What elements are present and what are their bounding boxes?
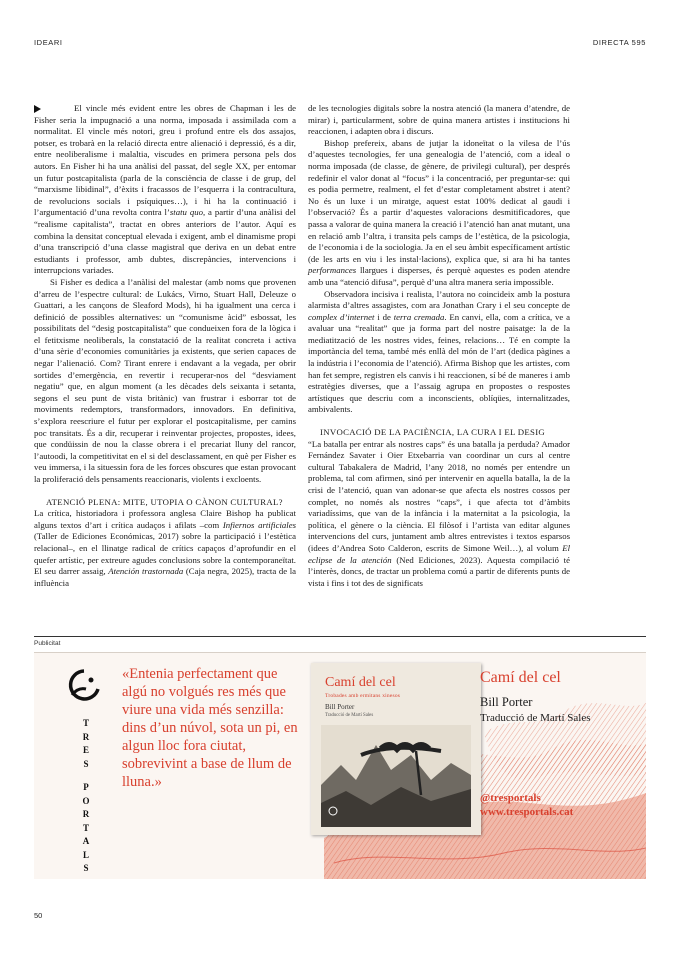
ad-book-title: Camí del cel xyxy=(480,669,561,686)
paragraph-text: Observadora incisiva i realista, l’autora no coincideix amb la postura alarmista d’altres assagistes, com ara Jonathan Crary i el seu concepte de xyxy=(308,288,570,311)
paragraph-text: El vincle més evident entre les obres de Chapman i les de Fisher seria la impugnació a una norma, imposada i assimilada com a normalitat. El vincle més notori, greu i profund entre els dos assajos, potser, es trobarà en la relació directa entre alienació i depressió, és a dir, entre neoliberalisme i malaltia, viscudes en primera persona pels dos autors. En Fisher hi ha una anàlisi del passat, del segle XX, per entomar un futur postcapitalista (parla de la consciència de classe i de grup, del “marxisme libidinal”, d’èxits i fracassos de l’esquerra i la contracultura, de revolucions socials i psíquiques…), i hi ha la continuació i l’argumentació d’una revolta contra l’ xyxy=(34,103,296,218)
pine-tree-mountain-illustration xyxy=(321,725,471,827)
social-handle: @tresportals xyxy=(480,792,541,804)
ad-book-translator: Traducció de Martí Sales xyxy=(480,712,591,724)
article-column-left xyxy=(34,103,296,589)
paragraph-text: i de xyxy=(374,311,394,322)
book-cover-subtitle: Trobades amb ermitans xinesos xyxy=(325,693,401,699)
italic-term: terra cremada xyxy=(393,311,445,322)
article-paragraph: de les tecnologies digitals sobre la nostra atenció (la manera d’atendre, de mirar) i, particularment, sobre de quina manera artistes i institucions hi reaccionen, i adapten obra i discurs. xyxy=(308,103,570,137)
italic-term: statu quo xyxy=(169,207,203,218)
publisher-logo-wordmark: T R E S P O R T A L S xyxy=(82,718,90,873)
section-heading: ATENCIÓ PLENA: MITE, UTOPIA O CÀNON CULTURAL? xyxy=(46,496,283,507)
italic-term: performances xyxy=(308,265,357,276)
book-cover xyxy=(311,663,481,835)
article-paragraph xyxy=(34,103,296,277)
article-paragraph xyxy=(308,138,570,289)
article-paragraph xyxy=(308,289,570,417)
section-label: IDEARI xyxy=(34,38,63,47)
ad-contact xyxy=(480,791,573,819)
paragraph-text: (Ned Ediciones, 2023). Aquesta compilació té l’interès, doncs, de tractar un problema comú a partir de diferents punts de vista i fins i tot des de significats xyxy=(308,554,570,588)
book-title: Atención trastornada xyxy=(108,566,184,577)
section-heading: INVOCACIÓ DE LA PACIÈNCIA, LA CURA I EL DESIG xyxy=(320,427,546,438)
ad-book-author: Bill Porter xyxy=(480,695,533,709)
paragraph-text: Bishop prefereix, abans de jutjar la idoneïtat o la vilesa de l’ús d’aquestes tecnologies, fer una genealogia de l’atenció, com a ideal o norma imposada (de classe, de gènere, de privilegi cultural), per després redefinir el valor donat al “focus” i la concentració, per preguntar-se: qui es podia permetre, realment, el fet d’estar completament abstret i atent? No és un luxe i un miratge, aquest estat 100% dedicat al gaudi i l’observació? És a partir d’aquestes valoracions desmitificadores, que passa a valorar de quina manera la creació i l’atenció han anat mutant, una en relació amb l’altra, i transita pels camps de l’estètica, de la psicologia, de l’economia i de la sociologia. Ja en el seu àmbit específicament artístic (de les arts en viu i les instal·lacions), explica que, si ara hi ha tantes xyxy=(308,137,570,264)
advertisement xyxy=(34,652,646,879)
article-start-marker-icon xyxy=(34,105,41,113)
article-paragraph xyxy=(34,508,296,589)
tres-portals-logo-icon xyxy=(64,665,104,715)
book-cover-translator: Traducció de Martí Sales xyxy=(325,713,374,718)
ad-label: Publicitat xyxy=(34,640,61,647)
paragraph-text: llargues i disperses, és perquè aquestes es poden atendre amb una “atenció difusa”, perquè d’una altra manera seria impossible. xyxy=(308,265,570,287)
paragraph-text: (Taller de Ediciones Económicas, 2017) sobre la participació i l’estètica relacional–, en el llinatge radical de crítics capaços d’aprofundir en el quefer artístic, per extreure agudes conclusions sobre la contemporaneïtat. El seu darrer assaig, xyxy=(34,531,296,577)
paragraph-text: , a partir d’una anàlisi del “realisme capitalista”, tractat en obres anteriors de l’autor. Aquí es combina la densitat conceptual elevada i exigent, amb el dinamisme propi d’una transcripció d’una classe magistral que deriva en un debat entre estudiants i professor, amb dubtes, discrepàncies, intervencions i interrupcions variades. xyxy=(34,207,296,276)
italic-term: complex d’internet xyxy=(308,311,375,322)
website-link[interactable]: www.tresportals.cat xyxy=(480,806,574,818)
paragraph-text: La crítica, historiadora i professora anglesa Claire Bishop ha publicat alguns textos d’art i crítica audaços i afilats –com xyxy=(34,508,296,530)
paragraph-text: (Caja negra, 2025), tracta de la influència xyxy=(34,566,297,588)
page-number: 50 xyxy=(34,911,43,920)
magazine-issue: DIRECTA 595 xyxy=(592,38,646,47)
book-cover-title: Camí del cel xyxy=(325,675,396,690)
ad-divider xyxy=(34,636,646,637)
article-paragraph xyxy=(308,439,570,590)
book-cover-author: Bill Porter xyxy=(325,703,355,711)
article-column-right xyxy=(308,103,570,589)
ad-quote: «Entenia perfectament que algú no volgués res més que viure una vida més senzilla: dins d’un núvol, sota un pi, en algun lloc fora ciutat, sobrevivint a base de llum de lluna.» xyxy=(122,666,298,790)
paragraph-text: “La batalla per entrar als nostres caps” és una batalla ja perduda? Amador Fernández Savater i Oier Etxebarria van coordinar un curs al centre cultural Tabakalera de Madrid, l’any 2018, no només per entendre un problema, tal com afirmen, sinó per intervenir en aquella batalla, la de la crisi de l’atenció, quan van adonar-se que afecta els nostres cossos per complet, no només als nostres “caps”, i que afecta tot d’àmbits variadíssims, que van de la infància i la maternitat a la psicologia, la política, el gènere o la ciència. El filòsof i l’artista van editar algunes intervencions del curs, juntament amb altres entrevistes i textos esparsos (idees d’Andrea Soto Calderon, escrits de Simone Weil…), al volum xyxy=(308,438,570,553)
book-title: Infiernos artificiales xyxy=(222,519,297,530)
book-title: El eclipse de la atención xyxy=(308,542,570,565)
paragraph-text: . En canvi, ella, com a crítica, ve a avaluar una “realitat” que ja forma part del nostre paisatge: la de la mediatització de les nostres vides, feines, relacions… Té en compte la importància del tema, també més enllà del món de l’art (dedica pàgines a la indústria i l’economia de l’atenció). Afirma Bishop que les artistes, com han fet sempre, registren els canvis i hi reaccionen, sí bé de maneres i amb estratègies diverses, que a l’assaig agrupa en propostes o respostes artístiques que descriu com a inconscients, oblíqües, internalitzades, ambivalents. xyxy=(308,311,571,415)
article-paragraph: Si Fisher es dedica a l’anàlisi del malestar (amb noms que provenen d’arreu de l’espectre cultural: de Lukács, Virno, Stuart Hall, Deleuze o Guattari, a les cançons de Sleaford Mods), hi ha igualment una cerca i definició de possibles alternatives: un “comunisme àcid” esbossat, les possibilitats del “desig postcapitalista” que condueixen fora de la lògica i el fetitxisme neoliberals, la constatació de la realitat concreta i activa d’una sèrie d’economies comunitàries ja existents, que serien capaces de negar l’alienació. Com? Tirant enrere i endavant a la vegada, per obrir sortides d’emergència, en revertir i recuperar-nos del “desviament negatiu” que, en algun moment (a les dècades dels seixanta i setanta, segons el seu punt de vista britànic) van frustrar i esborrar tot de moviments redemptors, transformadors, innovadors. En definitiva, s’explora reescriure el futur per explorar el postcapitalisme, per camins poc transitats. És a dir, recuperar i reinventar projectes, propostes, idees, que condüissin de nou la classe obrera i el precariat lluny del rancor, l’autoodi, la competitivitat en el si del desclassament, en què per Fisher es veu immersa, i la situessin fora de les forces obscures que estan provocant la proliferació dels pensaments reaccionaris, violents i excloents. xyxy=(34,276,296,484)
